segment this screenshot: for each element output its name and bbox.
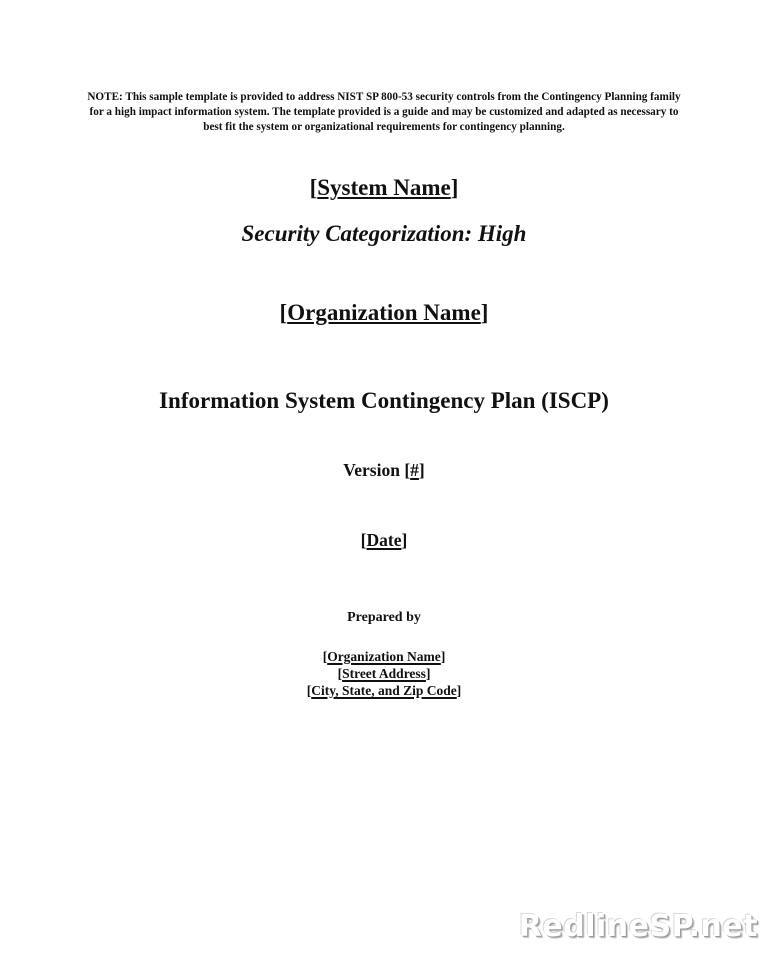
address-text: City, State, and Zip Code (311, 683, 457, 698)
organization-name-text: Organization Name (287, 300, 481, 325)
prepared-by-label: Prepared by (347, 610, 421, 625)
bracket-open: [ (309, 175, 318, 200)
plan-title: Information System Contingency Plan (ISCP) (159, 388, 609, 413)
system-name-text: System Name (317, 175, 451, 200)
bracket-open: [ (306, 683, 312, 698)
date-placeholder (0, 530, 768, 551)
bracket-close: ] (401, 530, 408, 550)
bracket-close: ] (425, 666, 431, 681)
version-label: Version (343, 460, 405, 480)
bracket-open: [ (322, 649, 328, 664)
security-categorization: Security Categorization: High (241, 221, 527, 246)
bracket-close: ] (450, 175, 459, 200)
preparer-address (0, 648, 768, 699)
bracket-close: ] (440, 649, 446, 664)
bracket-open: [ (279, 300, 288, 325)
bracket-open: [ (404, 460, 411, 480)
bracket-close: ] (418, 460, 425, 480)
address-text: Organization Name (327, 649, 441, 664)
bracket-close: ] (456, 683, 462, 698)
template-note: NOTE: This sample template is provided to address NIST SP 800-53 security controls from the Contingency Planning family for a high impact information system. The template provided is a guide and may be customized and adapted as necessary to best fit the system or organizational requirements for contingency planning. (87, 91, 681, 133)
version-line (0, 460, 768, 481)
bracket-open: [ (337, 666, 343, 681)
version-number: # (410, 460, 419, 480)
address-line-street (0, 665, 768, 682)
date-text: Date (366, 530, 402, 550)
organization-name-placeholder (0, 300, 768, 326)
address-text: Street Address (342, 666, 426, 681)
bracket-open: [ (360, 530, 367, 550)
system-name-placeholder (0, 175, 768, 201)
bracket-close: ] (480, 300, 489, 325)
address-line-organization (0, 648, 768, 665)
watermark: RedlineSP.net (518, 909, 758, 944)
address-line-city (0, 682, 768, 699)
